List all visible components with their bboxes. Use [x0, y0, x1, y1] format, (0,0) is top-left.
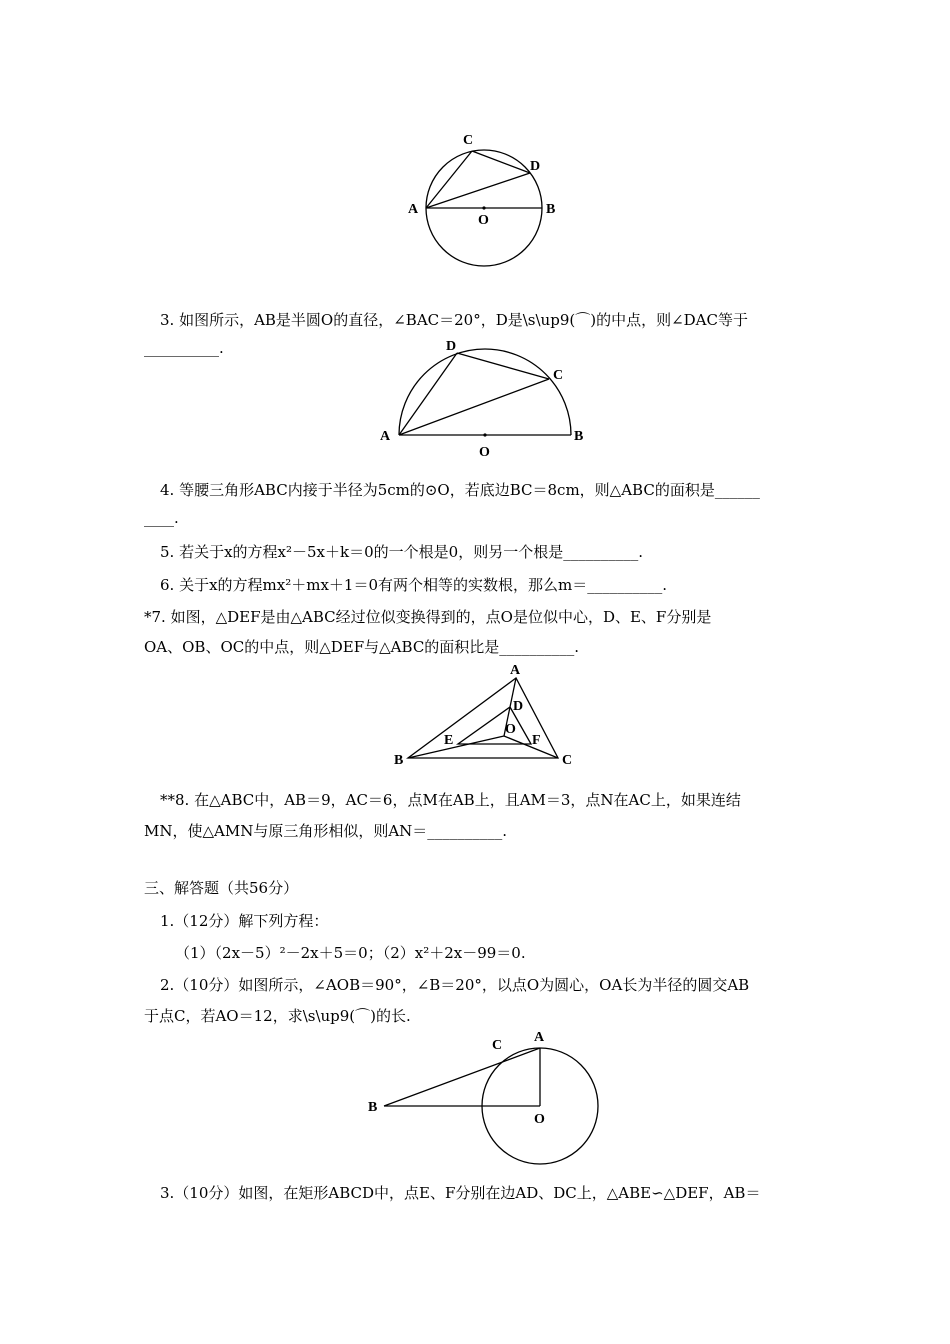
center-dot: [483, 433, 486, 436]
label-d: D: [446, 339, 457, 354]
label-o: O: [534, 1112, 545, 1127]
label-e: E: [444, 733, 454, 748]
label-a: A: [534, 1030, 545, 1045]
chord-ad: [399, 353, 457, 435]
label-b: B: [394, 753, 404, 768]
solve-2-line-1: 2.（10分）如图所示，∠AOB＝90°，∠B＝20°，以点O为圆心，OA长为半径的圆交AB: [160, 976, 750, 994]
question-7-line-2: OA、OB、OC的中点，则△DEF与△ABC的面积比是__________.: [144, 638, 580, 656]
label-a: A: [510, 663, 521, 678]
solve-3-line-1: 3.（10分）如图，在矩形ABCD中，点E、F分别在边AD、DC上，△ABE∽△DEF，AB＝: [160, 1184, 761, 1202]
label-c: C: [553, 368, 564, 383]
question-7-line-1: *7. 如图，△DEF是由△ABC经过位似变换得到的，点O是位似中心，D、E、F分别是: [144, 608, 712, 626]
question-3-line-1: 3. 如图所示，AB是半圆O的直径，∠BAC＝20°，D是\s\up9(⌒)的中点，则∠DAC等于: [160, 311, 748, 329]
chord-ad: [426, 173, 530, 208]
label-c: C: [463, 133, 474, 148]
question-4-line-1: 4. 等腰三角形ABC内接于半径为5cm的⊙O，若底边BC＝8cm，则△ABC的面积是______: [160, 481, 760, 499]
label-c: C: [562, 753, 573, 768]
section-3-title: 三、解答题（共56分）: [144, 879, 299, 897]
figure-circle-abcd: [400, 125, 570, 275]
question-8-line-1: **8. 在△ABC中，AB＝9，AC＝6，点M在AB上，且AM＝3，点N在AC上，如果连结: [160, 791, 741, 809]
label-b: B: [574, 429, 584, 444]
chord-ac: [399, 379, 549, 435]
label-o: O: [478, 213, 489, 228]
figure-homothety-triangles: [388, 660, 588, 775]
label-a: A: [380, 429, 391, 444]
label-b: B: [368, 1100, 378, 1115]
solve-1-line-1: 1.（12分）解下列方程：: [160, 912, 329, 930]
segment-oc: [504, 736, 558, 758]
figure-semicircle: [375, 335, 595, 465]
label-d: D: [513, 699, 524, 714]
label-a: A: [408, 202, 419, 217]
question-6: 6. 关于x的方程mx²＋mx＋1＝0有两个相等的实数根，那么m＝__________.: [160, 576, 667, 594]
label-o: O: [479, 445, 490, 460]
label-c: C: [492, 1038, 503, 1053]
solve-1-line-2: （1）（2x－5）²－2x＋5＝0；（2）x²＋2x－99＝0.: [175, 944, 526, 962]
center-dot: [482, 206, 485, 209]
question-8-line-2: MN，使△AMN与原三角形相似，则AN＝__________.: [144, 822, 508, 840]
question-5: 5. 若关于x的方程x²－5x＋k＝0的一个根是0，则另一个根是__________.: [160, 543, 643, 561]
solve-2-line-2: 于点C，若AO＝12，求\s\up9(⌒)的长.: [144, 1007, 411, 1025]
label-o: O: [505, 722, 516, 737]
label-f: F: [532, 733, 541, 748]
chord-dc: [457, 353, 549, 379]
label-b: B: [546, 202, 556, 217]
segment-ab: [384, 1048, 540, 1106]
semicircle-arc: [399, 349, 571, 435]
question-4-line-2: ____.: [144, 509, 179, 527]
chord-cd: [472, 151, 530, 173]
figure-circle-ab-line: [360, 1025, 610, 1185]
question-3-line-2: __________.: [144, 339, 224, 357]
label-d: D: [530, 159, 541, 174]
